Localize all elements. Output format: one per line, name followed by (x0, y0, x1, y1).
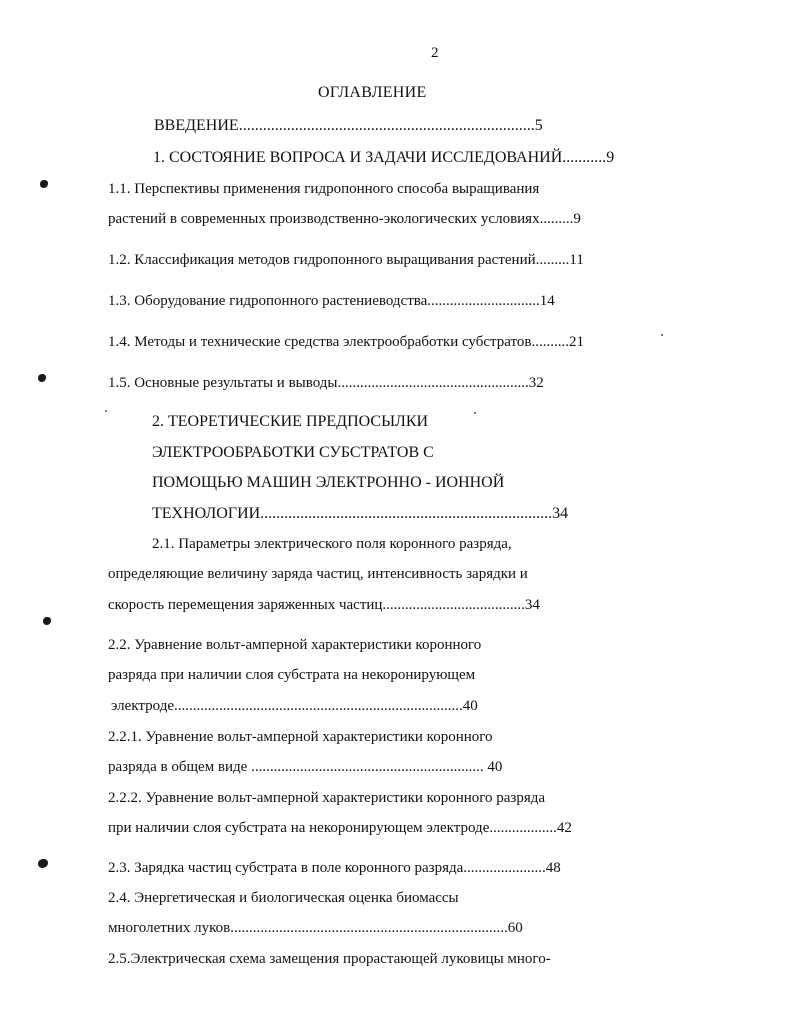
page-number: 2 (431, 45, 439, 61)
scan-speck (661, 334, 663, 336)
toc-entry: 1.4. Методы и технические средства электрообработки субстратов..........21 (108, 334, 584, 350)
toc-entry: растений в современных производственно-экологических условиях.........9 (108, 211, 581, 227)
toc-entry: 1.5. Основные результаты и выводы...................................................32 (108, 375, 544, 391)
toc-entry: скорость перемещения заряженных частиц......................................34 (108, 597, 540, 613)
scan-mark (38, 859, 48, 868)
scan-mark (38, 374, 46, 382)
scan-mark (40, 180, 48, 188)
toc-entry: 1.1. Перспективы применения гидропонного способа выращивания (108, 181, 540, 197)
toc-chapter-2: 2. ТЕОРЕТИЧЕСКИЕ ПРЕДПОСЫЛКИ (152, 413, 429, 430)
toc-chapter-1: 1. СОСТОЯНИЕ ВОПРОСА И ЗАДАЧИ ИССЛЕДОВАНИЙ...........9 (153, 149, 615, 166)
toc-entry: разряда при наличии слоя субстрата на некоронирующем (108, 667, 476, 683)
toc-entry: 2.4. Энергетическая и биологическая оценка биомассы (108, 890, 459, 906)
page-title: ОГЛАВЛЕНИЕ (318, 84, 427, 101)
toc-chapter-2: ПОМОЩЬЮ МАШИН ЭЛЕКТРОННО - ИОННОЙ (152, 474, 505, 491)
toc-entry: при наличии слоя субстрата на некоронирующем электроде..................42 (108, 820, 572, 836)
toc-entry: электроде.............................................................................40 (111, 698, 478, 714)
toc-entry: 1.3. Оборудование гидропонного растениеводства..............................14 (108, 293, 555, 309)
toc-entry: разряда в общем виде .............................................................. 40 (108, 759, 503, 775)
scan-mark (43, 617, 51, 625)
toc-entry: 2.5.Электрическая схема замещения прорастающей луковицы много- (108, 951, 551, 967)
toc-entry: 1.2. Классификация методов гидропонного выращивания растений.........11 (108, 252, 584, 268)
toc-entry: 2.3. Зарядка частиц субстрата в поле коронного разряда......................48 (108, 860, 561, 876)
toc-chapter-2: ТЕХНОЛОГИИ.........................................................................34 (152, 505, 569, 522)
toc-entry: определяющие величину заряда частиц, интенсивность зарядки и (108, 566, 528, 582)
toc-entry: 2.1. Параметры электрического поля коронного разряда, (152, 536, 512, 552)
toc-entry: 2.2.2. Уравнение вольт-амперной характеристики коронного разряда (108, 790, 546, 806)
toc-entry: многолетних луков..........................................................................60 (108, 920, 523, 936)
toc-introduction: ВВЕДЕНИЕ..........................................................................5 (154, 117, 543, 134)
toc-entry: 2.2.1. Уравнение вольт-амперной характеристики коронного (108, 729, 493, 745)
scan-speck (105, 410, 107, 412)
scan-speck (474, 412, 476, 414)
toc-chapter-2: ЭЛЕКТРООБРАБОТКИ СУБСТРАТОВ С (152, 444, 434, 461)
toc-entry: 2.2. Уравнение вольт-амперной характеристики коронного (108, 637, 482, 653)
